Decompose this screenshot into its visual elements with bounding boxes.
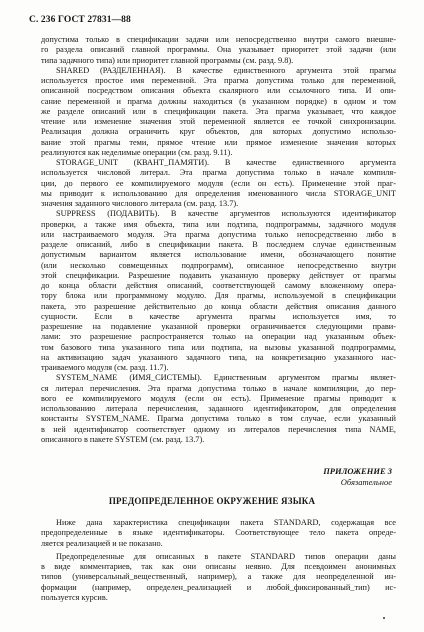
text-line: сание переменной и прагма должны находиться (в указанном порядке) в одном и том — [41, 96, 396, 106]
paragraph — [41, 66, 396, 158]
text-line: разделе описаний, либо в спецификации пакета. В последнем случае единственным — [41, 240, 396, 249]
text-line: Предопределенные для описанных в пакете STANDARD типов операции даны — [56, 551, 396, 561]
text-line: используется простое имя переменной. Эта прагма допустима только для переменной, — [41, 76, 396, 85]
text-line: вание этой прагмы теми, прямое чтение или прямое изменение значения которых — [41, 137, 396, 147]
text-line: используется числовой литерал. Эта прагма допустима только в начале компиля- — [41, 168, 396, 178]
text-line: SUPPRESS (ПОДАВИТЬ). В качестве аргументов используются идентификатор — [56, 209, 396, 219]
text-line: типа задачного типа) или приоритет главной программы (см. разд. 9.8). — [41, 55, 294, 65]
text-line: STORAGE_UNIT (КВАНТ_ПАМЯТИ). В качестве единственного аргумента — [56, 158, 396, 167]
section-heading: ПРЕДОПРЕДЕЛЕННОЕ ОКРУЖЕНИЕ ЯЗЫКА — [108, 496, 316, 506]
text-line: же разделе описаний или в спецификации пакета. Эта прагма указывает, что каждое — [41, 106, 396, 116]
paragraph — [41, 209, 396, 373]
text-line: этой спецификации. Разрешение подавить указанную проверку действует от прагмы — [41, 270, 396, 280]
paragraph — [41, 518, 396, 549]
text-line: в виде комментариев, так как они описаны неявно. Для псевдоимен анонимных — [41, 562, 396, 571]
text-line: ции, до первого ее компилируемого модуля (если он есть). Применение этой праг- — [41, 178, 396, 188]
text-line: ляется реализацией и не показано. — [41, 538, 163, 548]
paragraph — [41, 552, 396, 603]
text-line: предопределенные в языке идентификаторы. Соответствующее тело пакета опреде- — [41, 528, 396, 538]
text-line: пакета, это разрешение действительно до конца области действия описания данного — [41, 301, 396, 311]
text-line: типов (универсальный_вещественный, например), а также для неопределенной ин- — [41, 572, 396, 582]
text-line: пользуется курсив. — [41, 592, 108, 602]
text-line: или настраиваемого модуля. Эта прагма допустима только непосредственно либо в — [41, 229, 396, 239]
body-text-2 — [41, 518, 396, 603]
body-text — [41, 35, 396, 445]
text-line: значения заданного числового литерала (см. разд. 13.7). — [41, 199, 239, 208]
text-line: на активизацию задач указанного задачного типа, на конкретизацию указанного нас- — [41, 352, 396, 362]
text-line: SYSTEM_NAME (ИМЯ_СИСТЕМЫ). Единственным аргументом прагмы являет- — [56, 373, 396, 383]
text-line: реализуются как неделимые операции (см. разд. 9.11). — [41, 147, 233, 157]
text-line: ся литерал перечисления. Эта прагма допустима только в начале компиляции, до пер- — [41, 383, 396, 393]
text-line: (или несколько совмещенных подпрограмм), описанное непосредственно внутри — [41, 260, 396, 270]
text-line: вого ее компилируемого модуля (если он есть). Применение прагмы приводит к — [41, 393, 396, 403]
text-line: том базового типа указанного типа или подтипа, на вызовы указанной подпрограммы, — [41, 342, 396, 352]
appendix-label — [323, 466, 392, 488]
text-line: константы SYSTEM_NAME. Прагма допустима только в том случае, если указанный — [41, 414, 396, 424]
text-line: проверки, а также имя объекта, типа или подтипа, подпрограммы, задачного модуля — [41, 219, 396, 229]
text-line: сущности. Если в качестве аргумента прагмы используется имя, то — [41, 311, 396, 321]
text-line: SHARED (РАЗДЕЛЕННАЯ). В качестве единственного аргумента этой прагмы — [56, 65, 396, 75]
text-line: до конца области действия описаний, соответствующей самому вложенному опера- — [41, 281, 396, 290]
appendix-subtitle: Обязательное — [340, 477, 392, 487]
text-line: допустимым вариантом является использование имени, обозначающего понятие — [41, 250, 396, 260]
text-line: в ней идентификатор соответствует одному из литералов перечисления типа NAME, — [41, 424, 396, 434]
text-line: использованию литерала перечисления, заданного идентификатором, для определения — [41, 404, 396, 413]
text-line: описанного в пакете SYSTEM (см. разд. 13.7). — [41, 434, 205, 444]
text-line: допустима только в спецификации задачи или непосредственно внутри самого внешне- — [41, 35, 396, 44]
text-line: лами: это разрешение распространяется только на операции над указанным объек- — [41, 332, 396, 342]
paragraph — [41, 35, 396, 66]
text-line: формации (например, определен_реализацией и любой_фиксированный_тип) ис- — [41, 582, 396, 592]
text-line: Ниже дана характеристика спецификации пакета STANDARD, содержащая все — [56, 518, 396, 527]
text-line: разрешение на подавление указанной проверки ограничивается следующими прави- — [41, 322, 396, 331]
text-line: чтение или изменение значения этой переменной является ее точкой синхронизации. — [41, 117, 396, 126]
text-line: тору блока или программному модулю. Для прагмы, используемой в спецификации — [41, 291, 396, 301]
text-line: траиваемого модуля (см. разд. 11.7). — [41, 363, 169, 372]
paragraph — [41, 158, 396, 209]
scan-speck — [383, 617, 385, 619]
paragraph — [41, 373, 396, 445]
text-line: описанной посредством описания объекта скалярного или ссылочного типа. И опи- — [41, 86, 396, 96]
text-line: мы приводит к использованию для определения именованного числа STORAGE_UNIT — [41, 188, 396, 198]
text-line: го раздела описаний главной программы. Она указывает приоритет этой задачи (или — [41, 45, 396, 55]
page-header: С. 236 ГОСТ 27831—88 — [29, 15, 131, 25]
text-line: Реализация должна ограничить круг объектов, для которых допустимо использо- — [41, 127, 396, 137]
appendix-title: ПРИЛОЖЕНИЕ 3 — [323, 466, 392, 476]
